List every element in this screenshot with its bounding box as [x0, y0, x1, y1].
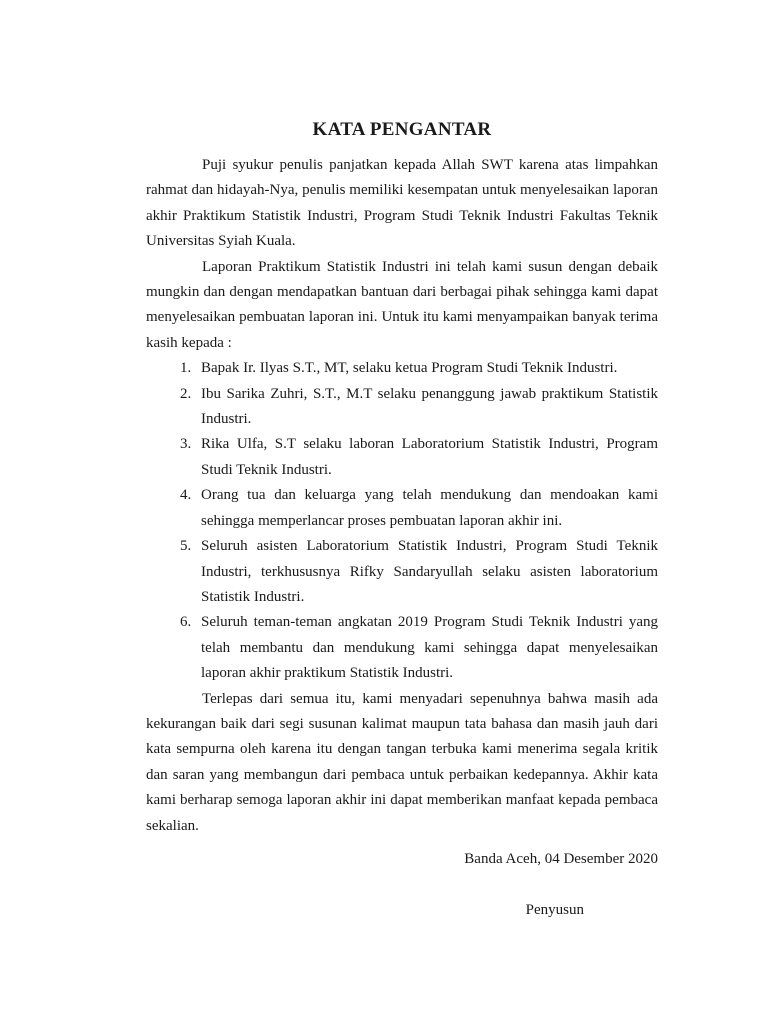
list-number: 6.: [180, 614, 192, 631]
paragraph-closing: Terlepas dari semua itu, kami menyadari sepenuhnya bahwa masih ada kekurangan baik dari segi susunan kalimat maupun tata bahasa dan masih jauh dari kata sempurna oleh karena itu dengan tangan terbuka kami menerima segala kritik dan saran yang membangun dari pembaca untuk perbaikan kedepannya. Akhir kata kami berharap semoga laporan akhir ini dapat memberikan manfaat kepada pembaca sekalian.: [146, 690, 658, 834]
paragraph-intro: Puji syukur penulis panjatkan kepada Allah SWT karena atas limpahkan rahmat dan hidayah-Nya, penulis memiliki kesempatan untuk menyelesaikan laporan akhir Praktikum Statistik Industri, Program Studi Teknik Industri Fakultas Teknik Universitas Syiah Kuala.: [146, 157, 658, 250]
list-number: 5.: [180, 538, 192, 555]
list-item: [146, 382, 658, 433]
list-item: [146, 483, 658, 534]
list-number: 1.: [180, 360, 192, 377]
acknowledgement-list: [146, 356, 658, 686]
list-item: [146, 356, 658, 381]
signer-label: Penyusun: [525, 902, 584, 918]
list-number: 2.: [180, 385, 192, 402]
list-item: [146, 534, 658, 610]
page-title: KATA PENGANTAR: [312, 119, 492, 140]
list-number: 3.: [180, 436, 192, 453]
list-item-text: Ibu Sarika Zuhri, S.T., M.T selaku penanggung jawab praktikum Statistik Industri.: [201, 385, 658, 428]
list-item-text: Seluruh teman-teman angkatan 2019 Program Studi Teknik Industri yang telah membantu dan mendukung kami sehingga dapat menyelesaikan laporan akhir praktikum Statistik Industri.: [201, 614, 658, 682]
document-body: [146, 153, 658, 839]
list-item-text: Seluruh asisten Laboratorium Statistik Industri, Program Studi Teknik Industri, terkhususnya Rifky Sandaryullah selaku asisten laboratorium Statistik Industri.: [201, 538, 658, 605]
place-date: Banda Aceh, 04 Desember 2020: [464, 851, 658, 867]
list-item: [146, 432, 658, 483]
list-item-text: Bapak Ir. Ilyas S.T., MT, selaku ketua Program Studi Teknik Industri.: [201, 360, 618, 377]
list-number: 4.: [180, 487, 192, 504]
list-item-text: Rika Ulfa, S.T selaku laboran Laboratorium Statistik Industri, Program Studi Teknik Industri.: [201, 436, 658, 478]
list-item-text: Orang tua dan keluarga yang telah mendukung dan mendoakan kami sehingga memperlancar proses pembuatan laporan akhir ini.: [201, 487, 658, 529]
list-item: [146, 610, 658, 686]
paragraph-thanks: Laporan Praktikum Statistik Industri ini telah kami susun dengan debaik mungkin dan dengan mendapatkan bantuan dari berbagai pihak sehingga kami dapat menyelesaikan pembuatan laporan ini. Untuk itu kami menyampaikan banyak terima kasih kepada :: [146, 258, 658, 351]
